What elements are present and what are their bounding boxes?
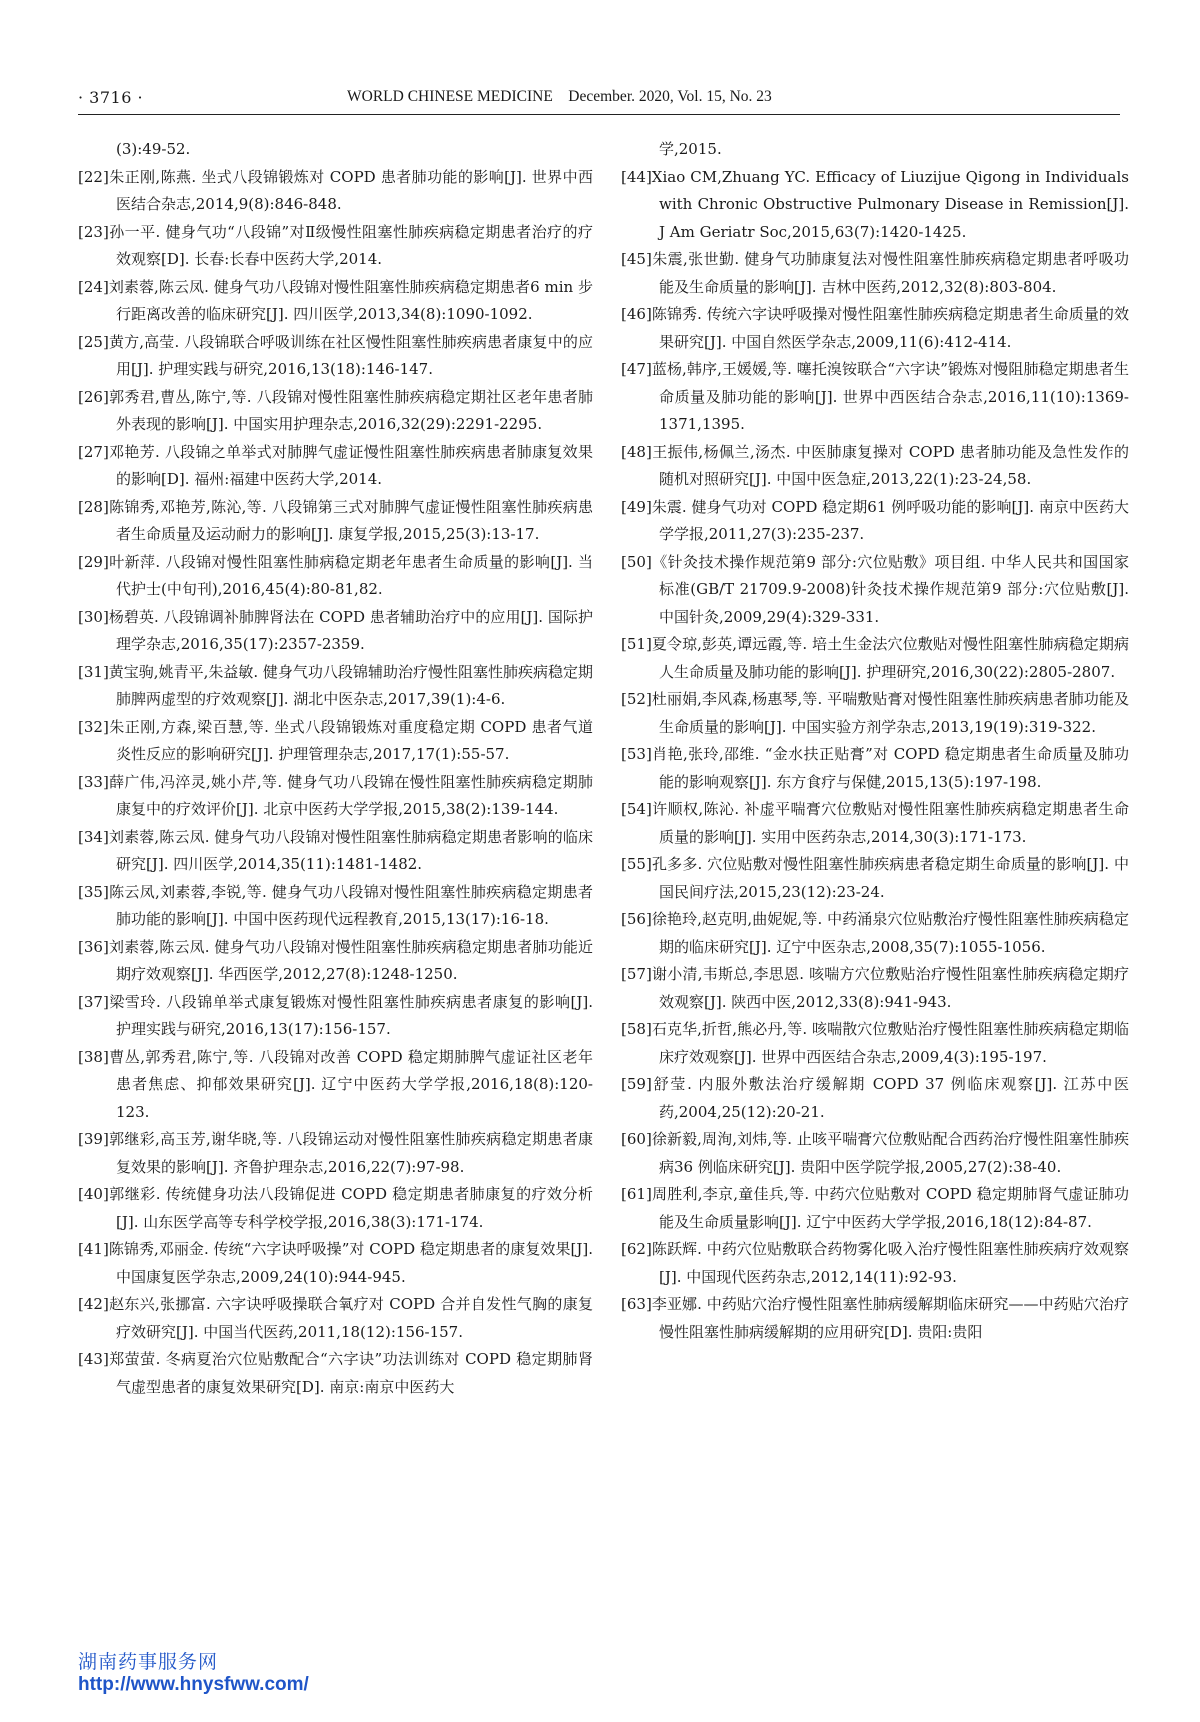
reference-entry: [31]黄宝驹,姚青平,朱益敏. 健身气功八段锦辅助治疗慢性阻塞性肺疾病稳定期肺脾两虚型的疗效观察[J]. 湖北中医杂志,2017,39(1):4-6. (78, 662, 593, 708)
reference-entry: [32]朱正刚,方森,梁百慧,等. 坐式八段锦锻炼对重度稳定期 COPD 患者气道炎性反应的影响研究[J]. 护理管理杂志,2017,17(1):55-57. (78, 717, 593, 763)
reference-entry: (3):49-52. (116, 140, 191, 158)
page-header (0, 0, 1200, 120)
reference-column-right (621, 136, 1129, 1346)
reference-entry: [62]陈跃辉. 中药穴位贴敷联合药物雾化吸入治疗慢性阻塞性肺疾病疗效观察[J]. 中国现代医药杂志,2012,14(11):92-93. (621, 1240, 1129, 1286)
journal-title: WORLD CHINESE MEDICINE (347, 88, 553, 105)
reference-entry: [39]郭继彩,高玉芳,谢华晓,等. 八段锦运动对慢性阻塞性肺疾病稳定期患者康复效果的影响[J]. 齐鲁护理杂志,2016,22(7):97-98. (78, 1130, 593, 1176)
reference-column-left (78, 136, 593, 1401)
reference-entry: 学,2015. (659, 140, 722, 158)
reference-entry: [54]许顺权,陈沁. 补虚平喘膏穴位敷贴对慢性阻塞性肺疾病稳定期患者生命质量的影响[J]. 实用中医药杂志,2014,30(3):171-173. (621, 800, 1129, 846)
reference-entry: [51]夏令琼,彭英,谭远霞,等. 培土生金法穴位敷贴对慢性阻塞性肺病稳定期病人生命质量及肺功能的影响[J]. 护理研究,2016,30(22):2805-2807. (621, 635, 1129, 681)
reference-entry: [58]石克华,折哲,熊必丹,等. 咳喘散穴位敷贴治疗慢性阻塞性肺疾病稳定期临床疗效观察[J]. 世界中西医结合杂志,2009,4(3):195-197. (621, 1020, 1129, 1066)
header-rule (78, 114, 1120, 115)
reference-entry: [38]曹丛,郭秀君,陈宁,等. 八段锦对改善 COPD 稳定期肺脾气虚证社区老年患者焦虑、抑郁效果研究[J]. 辽宁中医药大学学报,2016,18(8):120-123. (78, 1047, 593, 1121)
reference-entry: [45]朱震,张世勤. 健身气功肺康复法对慢性阻塞性肺疾病稳定期患者呼吸功能及生命质量的影响[J]. 吉林中医药,2012,32(8):803-804. (621, 250, 1129, 296)
reference-entry: [47]蓝杨,韩序,王媛媛,等. 噻托溴铵联合“六字诀”锻炼对慢阻肺稳定期患者生命质量及肺功能的影响[J]. 世界中西医结合杂志,2016,11(10):1369-1371,1395. (621, 360, 1129, 433)
journal-info (347, 88, 772, 106)
reference-entry: [61]周胜利,李京,童佳兵,等. 中药穴位贴敷对 COPD 稳定期肺肾气虚证肺功能及生命质量影响[J]. 辽宁中医药大学学报,2016,18(12):84-87. (621, 1185, 1129, 1231)
watermark-name: 湖南药事服务网 (78, 1652, 219, 1673)
page-number: · 3716 · (78, 88, 144, 107)
reference-entry: [50]《针灸技术操作规范第9 部分:穴位贴敷》项目组. 中华人民共和国国家标准(GB/T 21709.9-2008)针灸技术操作规范第9 部分:穴位贴敷[J]. 中国针灸,2009,29(4):329-331. (621, 552, 1129, 626)
reference-entry: [43]郑萤萤. 冬病夏治穴位贴敷配合“六字诀”功法训练对 COPD 稳定期肺肾气虚型患者的康复效果研究[D]. 南京:南京中医药大 (78, 1350, 593, 1396)
reference-entry: [48]王振伟,杨佩兰,汤杰. 中医肺康复操对 COPD 患者肺功能及急性发作的随机对照研究[J]. 中国中医急症,2013,22(1):23-24,58. (621, 442, 1129, 488)
reference-entry: [46]陈锦秀. 传统六字诀呼吸操对慢性阻塞性肺疾病稳定期患者生命质量的效果研究[J]. 中国自然医学杂志,2009,11(6):412-414. (621, 305, 1129, 351)
reference-entry: [28]陈锦秀,邓艳芳,陈沁,等. 八段锦第三式对肺脾气虚证慢性阻塞性肺疾病患者生命质量及运动耐力的影响[J]. 康复学报,2015,25(3):13-17. (78, 497, 593, 543)
reference-entry: [24]刘素蓉,陈云凤. 健身气功八段锦对慢性阻塞性肺疾病稳定期患者6 min 步行距离改善的临床研究[J]. 四川医学,2013,34(8):1090-1092. (78, 277, 593, 323)
reference-entry: [27]邓艳芳. 八段锦之单举式对肺脾气虚证慢性阻塞性肺疾病患者肺康复效果的影响[D]. 福州:福建中医药大学,2014. (78, 442, 593, 488)
reference-entry: [53]肖艳,张玲,邵维. “金水扶正贴膏”对 COPD 稳定期患者生命质量及肺功能的影响观察[J]. 东方食疗与保健,2015,13(5):197-198. (621, 745, 1129, 791)
watermark (78, 1652, 309, 1696)
reference-entry: [25]黄方,高莹. 八段锦联合呼吸训练在社区慢性阻塞性肺疾病患者康复中的应用[J]. 护理实践与研究,2016,13(18):146-147. (78, 332, 593, 378)
reference-entry: [29]叶新萍. 八段锦对慢性阻塞性肺病稳定期老年患者生命质量的影响[J]. 当代护士(中旬刊),2016,45(4):80-81,82. (78, 552, 593, 598)
watermark-url[interactable]: http://www.hnysfww.com/ (78, 1674, 309, 1695)
reference-entry: [49]朱震. 健身气功对 COPD 稳定期61 例呼吸功能的影响[J]. 南京中医药大学学报,2011,27(3):235-237. (621, 497, 1129, 543)
reference-entry: [57]谢小清,韦斯总,李思恩. 咳喘方穴位敷贴治疗慢性阻塞性肺疾病稳定期疗效观察[J]. 陕西中医,2012,33(8):941-943. (621, 965, 1129, 1011)
reference-entry: [34]刘素蓉,陈云凤. 健身气功八段锦对慢性阻塞性肺病稳定期患者影响的临床研究[J]. 四川医学,2014,35(11):1481-1482. (78, 827, 593, 873)
reference-entry: [35]陈云凤,刘素蓉,李锐,等. 健身气功八段锦对慢性阻塞性肺疾病稳定期患者肺功能的影响[J]. 中国中医药现代远程教育,2015,13(17):16-18. (78, 882, 593, 928)
reference-entry: [60]徐新毅,周洵,刘炜,等. 止咳平喘膏穴位敷贴配合西药治疗慢性阻塞性肺疾病36 例临床研究[J]. 贵阳中医学院学报,2005,27(2):38-40. (621, 1130, 1129, 1176)
reference-entry: [41]陈锦秀,邓丽金. 传统“六字诀呼吸操”对 COPD 稳定期患者的康复效果[J]. 中国康复医学杂志,2009,24(10):944-945. (78, 1240, 593, 1286)
issue-info: December. 2020, Vol. 15, No. 23 (568, 88, 772, 105)
reference-entry: [56]徐艳玲,赵克明,曲妮妮,等. 中药涌泉穴位贴敷治疗慢性阻塞性肺疾病稳定期的临床研究[J]. 辽宁中医杂志,2008,35(7):1055-1056. (621, 910, 1129, 956)
reference-entry: [63]李亚娜. 中药贴穴治疗慢性阻塞性肺病缓解期临床研究——中药贴穴治疗慢性阻塞性肺病缓解期的应用研究[D]. 贵阳:贵阳 (621, 1295, 1129, 1341)
reference-entry: [42]赵东兴,张挪富. 六字诀呼吸操联合氧疗对 COPD 合并自发性气胸的康复疗效研究[J]. 中国当代医药,2011,18(12):156-157. (78, 1295, 593, 1341)
reference-entry: [26]郭秀君,曹丛,陈宁,等. 八段锦对慢性阻塞性肺疾病稳定期社区老年患者肺外表现的影响[J]. 中国实用护理杂志,2016,32(29):2291-2295. (78, 387, 593, 433)
reference-entry: [59]舒莹. 内服外敷法治疗缓解期 COPD 37 例临床观察[J]. 江苏中医药,2004,25(12):20-21. (621, 1075, 1129, 1121)
reference-entry: [23]孙一平. 健身气功“八段锦”对Ⅱ级慢性阻塞性肺疾病稳定期患者治疗的疗效观察[D]. 长春:长春中医药大学,2014. (78, 222, 593, 268)
reference-entry: [37]梁雪玲. 八段锦单举式康复锻炼对慢性阻塞性肺疾病患者康复的影响[J]. 护理实践与研究,2016,13(17):156-157. (78, 992, 593, 1038)
reference-entry: [44]Xiao CM,Zhuang YC. Efficacy of Liuzijue Qigong in Individuals with Chronic Obstructive Pulmonary Disease in Remission[J]. J Am Geriatr Soc,2015,63(7):1420-1425. (621, 167, 1129, 241)
reference-entry: [40]郭继彩. 传统健身功法八段锦促进 COPD 稳定期患者肺康复的疗效分析[J]. 山东医学高等专科学校学报,2016,38(3):171-174. (78, 1185, 593, 1231)
reference-entry: [55]孔多多. 穴位贴敷对慢性阻塞性肺疾病患者稳定期生命质量的影响[J]. 中国民间疗法,2015,23(12):23-24. (621, 855, 1129, 901)
reference-entry: [33]薛广伟,冯淬灵,姚小芹,等. 健身气功八段锦在慢性阻塞性肺疾病稳定期肺康复中的疗效评价[J]. 北京中医药大学学报,2015,38(2):139-144. (78, 772, 593, 818)
reference-entry: [52]杜丽娟,李风森,杨惠琴,等. 平喘敷贴膏对慢性阻塞性肺疾病患者肺功能及生命质量的影响[J]. 中国实验方剂学杂志,2013,19(19):319-322. (621, 690, 1129, 736)
reference-entry: [30]杨碧英. 八段锦调补肺脾肾法在 COPD 患者辅助治疗中的应用[J]. 国际护理学杂志,2016,35(17):2357-2359. (78, 607, 593, 653)
reference-entry: [22]朱正刚,陈燕. 坐式八段锦锻炼对 COPD 患者肺功能的影响[J]. 世界中西医结合杂志,2014,9(8):846-848. (78, 167, 593, 213)
reference-entry: [36]刘素蓉,陈云凤. 健身气功八段锦对慢性阻塞性肺疾病稳定期患者肺功能近期疗效观察[J]. 华西医学,2012,27(8):1248-1250. (78, 937, 593, 983)
